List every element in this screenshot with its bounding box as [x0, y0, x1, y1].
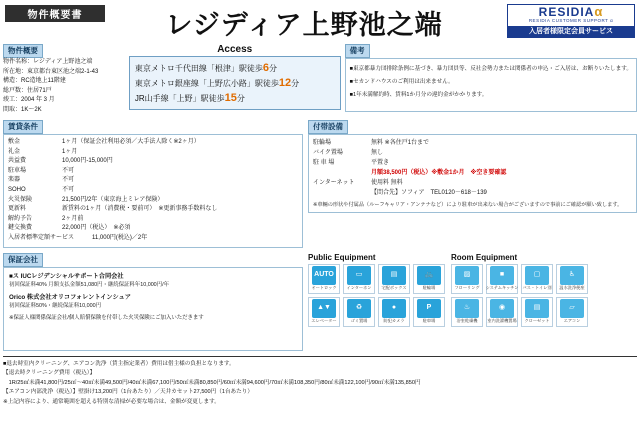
section-gaiyo [3, 44, 125, 115]
chintai-row [8, 186, 298, 196]
chintai-row [8, 224, 298, 234]
equipment-label: エアコン [563, 317, 581, 323]
equipment-item [451, 264, 483, 294]
access-unit: 分 [236, 94, 245, 103]
equipment-label: オートロック [311, 284, 337, 290]
hosho-company-detail: 初回保証料40% 月額支払金額51,080円・継続保証料年10,000円/年 [9, 281, 169, 288]
access-minutes: 15 [224, 92, 237, 104]
public-equipment-title: Public Equipment [308, 252, 376, 262]
delivery-box-icon: ▤ [382, 266, 406, 285]
surveillance-camera-icon: ● [382, 299, 406, 318]
footer-line: ■退去時室内クリーニング、エアコン洗浄（賃主指定業者）費用は借主様の負担となります。 [3, 360, 235, 367]
page-footer [3, 356, 637, 408]
futai-key: 駐輪場 [313, 140, 332, 146]
section-futai [308, 120, 637, 248]
chintai-value: 11,000円(税込)／2年 [92, 234, 148, 241]
equipment-label: 宅配ボックス [381, 284, 407, 290]
footer-line: 【退去時クリーニング費用（税込）】 [3, 370, 96, 377]
access-line [135, 76, 335, 91]
gaiyo-row: 間取：1K～2K [3, 106, 42, 113]
system-kitchen-icon: ■ [490, 266, 514, 285]
gaiyo-list [3, 58, 125, 115]
chintai-value: 21,500円/2年（東京海上ミレア保険） [62, 196, 164, 203]
footer-line: ※上記内容により、通常範囲を超える特別な清掃が必要な場合は、金額が変更します。 [3, 398, 220, 405]
washlet-icon: ♿ [560, 266, 584, 285]
gaiyo-row: 物件名称：レジディア上野池之端 [3, 59, 93, 65]
washer-space-icon: ◉ [490, 299, 514, 318]
chintai-key: 更新料 [8, 206, 27, 213]
futai-value: 使用料 無料 [371, 180, 403, 186]
chintai-title: 賃貸条件 [3, 120, 43, 134]
hosho-company-name: Orico 株式会社オリコフォレントインシュア [9, 293, 131, 301]
equipment-item [486, 264, 518, 294]
public-equipment-grid [308, 264, 445, 327]
air-conditioner-icon: ▱ [560, 299, 584, 318]
biko-row: ■東京都暴力団排除条例に基づき、暴力団員等、反社会勢力または関係者の申込・ご入居は、お断りいたします。 [349, 66, 632, 72]
page-title: レジディア上野池之端 [165, 9, 443, 41]
access-line-text: JR山手線「上野」駅徒歩 [134, 94, 225, 103]
section-room-equipment [451, 253, 588, 351]
equipment-item [451, 297, 483, 327]
trash-room-icon: ♻ [347, 299, 371, 318]
equipment-item [486, 297, 518, 327]
biko-box [345, 58, 637, 112]
equipment-item [343, 264, 375, 294]
chintai-row [8, 148, 298, 158]
futai-value: 無し [371, 150, 384, 156]
intercom-icon: ▭ [347, 266, 371, 285]
equipment-label: ゴミ置場 [350, 317, 368, 323]
chintai-value: 1ヶ月 [62, 148, 78, 155]
row-overview [3, 44, 637, 115]
futai-row [313, 188, 632, 198]
access-line [135, 91, 335, 106]
futai-value: 平置き [371, 160, 390, 166]
section-chintai [3, 120, 303, 248]
footer-line: 【エアコン内部洗浄（税込）】壁掛け13,200円（1台あたり）／天井カセット27,500円（1台あたり） [3, 389, 253, 396]
equipment-item [413, 264, 445, 294]
access-minutes: 12 [278, 77, 292, 89]
futai-value: 無料 ※各住戸1台まで [371, 140, 430, 146]
equipment-label: 室内洗濯機置場 [487, 317, 517, 323]
brand-block [507, 4, 635, 38]
futai-value: 【問合先】ソフィア TEL0120－618－139 [371, 190, 487, 196]
chintai-value: 1ヶ月（保証会社利用必須／大手法人除く※2ヶ月） [62, 139, 200, 145]
hosho-item [9, 293, 297, 310]
equipment-label: 駐車場 [422, 317, 436, 323]
biko-title: 備考 [345, 44, 370, 58]
biko-row: ■セカンドハウスのご利用は出来ません。 [349, 79, 454, 85]
row-conditions [3, 120, 637, 248]
equipment-label: 温水洗浄便座 [559, 284, 585, 290]
equipment-item [343, 297, 375, 327]
equipment-item [378, 297, 410, 327]
chintai-key: 敷金 [8, 139, 21, 145]
gaiyo-row: 総戸数：住居71戸 [3, 87, 52, 94]
futai-key: バイク置場 [313, 150, 343, 156]
brand-subtitle: RESIDIA CUSTOMER SUPPORT α [528, 18, 614, 23]
equipment-item [521, 297, 553, 327]
equipment-item [556, 297, 588, 327]
chintai-key: SOHO [8, 186, 26, 193]
header-label: 物件概要書 [5, 5, 105, 22]
chintai-row [8, 215, 298, 225]
gaiyo-row: 所在地：東京都台東区池之端2-1-43 [3, 68, 99, 75]
futai-row [313, 138, 632, 148]
hosho-company-detail: 初回保証料50%・継続保証料10,000円 [9, 302, 101, 309]
gaiyo-row: 構造：RC造地上11階建 [3, 78, 66, 84]
futai-value-highlight: 月額38,500円（税込）※敷金1か月 ※空き要確認 [371, 170, 507, 176]
futai-row [313, 178, 632, 188]
futai-row [313, 168, 632, 178]
biko-row: ■1年未満解約時、賃料1か月分の違約金がかかります。 [349, 92, 488, 98]
access-unit: 分 [291, 79, 300, 88]
futai-row [313, 158, 632, 168]
futai-box [308, 134, 637, 213]
section-hosho [3, 253, 303, 351]
bicycle-parking-icon: 🚲 [417, 266, 441, 285]
elevator-icon: ▲▼ [312, 299, 336, 318]
chintai-row [8, 176, 298, 186]
equipment-item [413, 297, 445, 327]
hosho-item [9, 272, 297, 289]
hosho-company-name: ■ス IUCレジデンシャルサポート合同会社 [9, 272, 124, 280]
parking-icon: P [417, 299, 441, 318]
flooring-icon: ▨ [455, 266, 479, 285]
access-minutes: 6 [262, 62, 269, 74]
section-access [129, 44, 341, 115]
chintai-key: 共益費 [8, 158, 27, 165]
equipment-label: 駐輪場 [422, 284, 436, 290]
chintai-row [8, 138, 298, 148]
chintai-row [8, 157, 298, 167]
chintai-row [8, 167, 298, 177]
equipment-item [308, 297, 340, 327]
futai-key: インターネット [313, 180, 355, 186]
chintai-key: 解約予告 [8, 215, 33, 222]
room-equipment-grid [451, 264, 588, 327]
footer-line: 1R/25㎡未満41,800円/25㎡～40㎡未満49,500円/40㎡未満67,100円/50㎡未満80,850円/60㎡未満94,600円/70㎡未満108,350円/80㎡未満122,100円/90㎡未満135,850円 [3, 379, 421, 386]
room-equipment-title: Room Equipment [451, 252, 518, 262]
futai-key [313, 188, 371, 198]
equipment-label: 防犯カメラ [383, 317, 405, 323]
equipment-item [521, 264, 553, 294]
access-title: Access [217, 44, 253, 55]
bath-toilet-separate-icon: ▢ [525, 266, 549, 285]
equipment-label: エレベーター [311, 317, 337, 323]
hosho-box [3, 267, 303, 351]
chintai-key: 楽器 [8, 177, 21, 184]
chintai-value: 22,000円（税込） ※必須 [62, 225, 131, 232]
access-box [129, 56, 341, 110]
row-guarantee-equipment [3, 253, 637, 351]
chintai-key: 鍵交換費 [8, 225, 33, 232]
chintai-value: 2ヶ月前 [62, 215, 84, 222]
equipment-label: フローリング [454, 284, 480, 290]
brand-text: RESIDIA [538, 5, 595, 19]
access-line [135, 61, 335, 76]
brand-alpha: α [594, 4, 604, 19]
equipment-label: システムキッチン [485, 284, 519, 290]
gaiyo-row: 竣工：2004 年 3 月 [3, 97, 55, 103]
section-public-equipment [308, 253, 445, 351]
chintai-value: 10,000円-15,000円 [62, 158, 113, 165]
auto-lock-icon: AUTO [312, 266, 336, 285]
futai-note: ※車輛の形状や付属品（ルーフキャリア・アンテナなど）により駐車が出来ない場合がございますので事前にご確認が願い致します。 [313, 202, 623, 208]
brand-member-bar: 入居者様限定会員サービス [508, 26, 634, 37]
hosho-footnote: ※保証人様関係保証会社/個人賠償保険を付帯した火災保険にご加入いただきます [9, 314, 204, 321]
equipment-label: バス・トイレ別 [522, 284, 552, 290]
chintai-value: 新賃料の1ヶ月（消費税・要前可） ※更新事務手数料なし [62, 206, 218, 213]
equipment-label: 浴室乾燥機 [456, 317, 478, 323]
equipment-item [308, 264, 340, 294]
chintai-box [3, 134, 303, 248]
futai-key: 駐 車 場 [313, 160, 335, 166]
equipment-area [308, 253, 637, 351]
equipment-label: クローゼット [524, 317, 550, 323]
chintai-value: 不可 [62, 186, 75, 193]
equipment-item [556, 264, 588, 294]
brand-name [508, 5, 634, 18]
access-line-text: 東京メトロ千代田線「根津」駅徒歩 [134, 64, 263, 73]
chintai-value: 不可 [62, 177, 75, 184]
chintai-row [8, 196, 298, 206]
chintai-value: 不可 [62, 167, 75, 174]
futai-title: 付帯設備 [308, 120, 348, 134]
bathroom-dryer-icon: ♨ [455, 299, 479, 318]
section-biko [345, 44, 637, 115]
hosho-title: 保証会社 [3, 253, 43, 267]
gaiyo-title: 物件概要 [3, 44, 43, 58]
chintai-key: 火災保険 [8, 196, 33, 203]
access-line-text: 東京メトロ銀座線「上野広小路」駅徒歩 [134, 79, 279, 88]
futai-key [313, 168, 371, 178]
futai-row [313, 148, 632, 158]
access-unit: 分 [268, 64, 277, 73]
chintai-key: 駐車場 [8, 167, 27, 174]
chintai-key: 礼金 [8, 148, 21, 155]
chintai-key: 入居者標準定額サービス [8, 234, 75, 241]
page-header [3, 3, 637, 43]
equipment-label: インターホン [346, 284, 372, 290]
closet-icon: ▤ [525, 299, 549, 318]
chintai-row [8, 205, 298, 215]
equipment-item [378, 264, 410, 294]
chintai-row [8, 234, 298, 244]
